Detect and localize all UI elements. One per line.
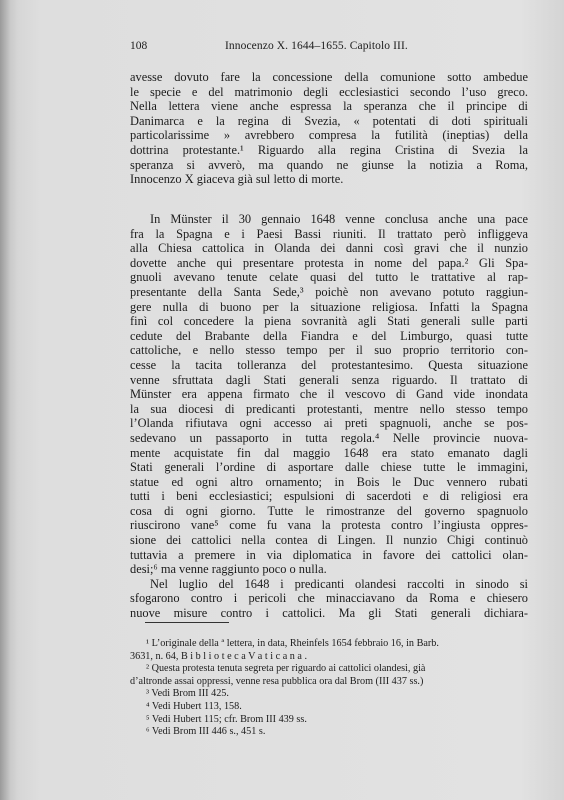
text-line: Nel luglio del 1648 i predicanti olandesi raccolti in sinodo si bbox=[150, 576, 528, 591]
footnote-line: d’altronde assai oppressi, venne resa pubblica ora dal Brom (III 437 ss.) bbox=[130, 675, 424, 687]
page-binding-edge bbox=[0, 0, 10, 800]
text-line: dovette anche qui presentare protesta in nome del papa.² Gli Spa- bbox=[130, 255, 528, 270]
text-line: fra la Spagna e i Paesi Bassi riuniti. Il trattato però infliggeva bbox=[130, 226, 528, 241]
text-line: Nella lettera viene anche espressa la speranza che il principe di bbox=[130, 99, 528, 114]
text-line: statue ed ogni altro ornamento; in Bois le Duc vennero rubati bbox=[130, 474, 528, 489]
text-line: speranza si avverò, ma quando ne giunse la notizia a Roma, bbox=[130, 157, 528, 172]
text-line: nuove misure contro i cattolici. Ma gli Stati generali dichiara- bbox=[130, 606, 528, 621]
running-title: Innocenzo X. 1644–1655. Capitolo III. bbox=[225, 40, 408, 52]
text-line: riuscirono vane⁵ come fu vana la protesta contro l’ingiusta oppres- bbox=[130, 518, 528, 533]
text-line: presentante della Santa Sede,³ poichè non avevano potuto raggiun- bbox=[130, 284, 528, 299]
footnote-line: ⁵ Vedi Hubert 115; cfr. Brom III 439 ss. bbox=[146, 713, 307, 725]
paragraph-1 bbox=[130, 70, 528, 187]
footnote-line: ³ Vedi Brom III 425. bbox=[146, 688, 229, 700]
footnote-line: ⁴ Vedi Hubert 113, 158. bbox=[146, 700, 242, 712]
text-line: l’Olanda rifiutava ogni accesso ai preti spagnuoli, anche se pos- bbox=[130, 416, 528, 431]
page-number: 108 bbox=[130, 40, 148, 52]
footnote-line: ⁶ Vedi Brom III 446 s., 451 s. bbox=[146, 726, 266, 738]
footnote-line: 3631, n. 64, B i b l i o t e c a V a t i c a n a . bbox=[130, 650, 308, 662]
text-line: particolarissime » avrebbero compresa la futilità (ineptias) della bbox=[130, 128, 528, 143]
text-line: venne sfruttata dagli Stati generali senza riguardo. Il trattato di bbox=[130, 372, 528, 387]
text-line: tutti i beni ecclesiastici; espulsioni di sacerdoti e di religiosi era bbox=[130, 489, 528, 504]
text-line: gere nulla di buono per la situazione religiosa. Infatti la Spagna bbox=[130, 299, 528, 314]
text-line: alla Chiesa cattolica in Olanda dei danni così gravi che il nunzio bbox=[130, 241, 528, 256]
text-line: In Münster il 30 gennaio 1648 venne conclusa anche una pace bbox=[150, 212, 528, 226]
paragraph-2 bbox=[130, 212, 528, 621]
text-line: cattoliche, e nello stesso tempo per il suo proprio territorio con- bbox=[130, 343, 528, 358]
footnotes bbox=[130, 638, 528, 739]
text-line: sione dei cattolici nella contea di Lingen. Il nunzio Chigi continuò bbox=[130, 533, 528, 548]
text-line: Stati generali l’ordine di asportare dalle chiese tutte le immagini, bbox=[130, 460, 528, 475]
footnote-divider bbox=[145, 622, 229, 623]
text-line: desi;⁶ ma venne raggiunto poco o nulla. bbox=[130, 562, 327, 577]
text-line: cedute del Brabante della Fiandra e del Limburgo, quasi tutte bbox=[130, 328, 528, 343]
text-line: la sua diocesi di predicanti protestanti, mentre nello stesso tempo bbox=[130, 401, 528, 416]
text-line: avesse dovuto fare la concessione della comunione sotto ambedue bbox=[130, 70, 528, 84]
text-line: sedevano un passaporto in tutta regola.⁴ Nelle provincie nuova- bbox=[130, 430, 528, 445]
text-line: le specie e del matrimonio degli ecclesiastici secondo l’uso greco. bbox=[130, 84, 528, 99]
text-line: Münster era appena firmato che il vescovo di Gand vide inondata bbox=[130, 387, 528, 402]
text-line: Innocenzo X giaceva già sul letto di morte. bbox=[130, 172, 344, 187]
footnote-line: ¹ L’originale della ª lettera, in data, Rheinfels 1654 febbraio 16, in Barb. bbox=[146, 638, 439, 649]
text-line: tuttavia a premere in via diplomatica in favore dei cattolici olan- bbox=[130, 547, 528, 562]
text-line: finì col concedere la piena sovranità agli Stati generali sulle parti bbox=[130, 314, 528, 329]
text-line: sfogarono contro i pericoli che minacciavano da Roma e chiesero bbox=[130, 591, 528, 606]
footnote-line: ² Questa protesta tenuta segreta per riguardo ai cattolici olandesi, già bbox=[146, 663, 426, 675]
text-line: cosa di ogni giorno. Tutte le rimostranze del governo spagnuolo bbox=[130, 503, 528, 518]
text-line: Danimarca e la regina di Svezia, « potentati di doti spirituali bbox=[130, 113, 528, 128]
text-line: dottrina protestante.¹ Riguardo alla regina Cristina di Svezia la bbox=[130, 142, 528, 157]
text-line: gnuoli avevano tenute celate quasi del tutto le trattative al rap- bbox=[130, 270, 528, 285]
page-header bbox=[130, 40, 528, 56]
text-line: mente acquistate fin dal maggio 1648 era stato emanato dagli bbox=[130, 445, 528, 460]
text-line: cesse la tacita tolleranza del protestantesimo. Questa situazione bbox=[130, 357, 528, 372]
